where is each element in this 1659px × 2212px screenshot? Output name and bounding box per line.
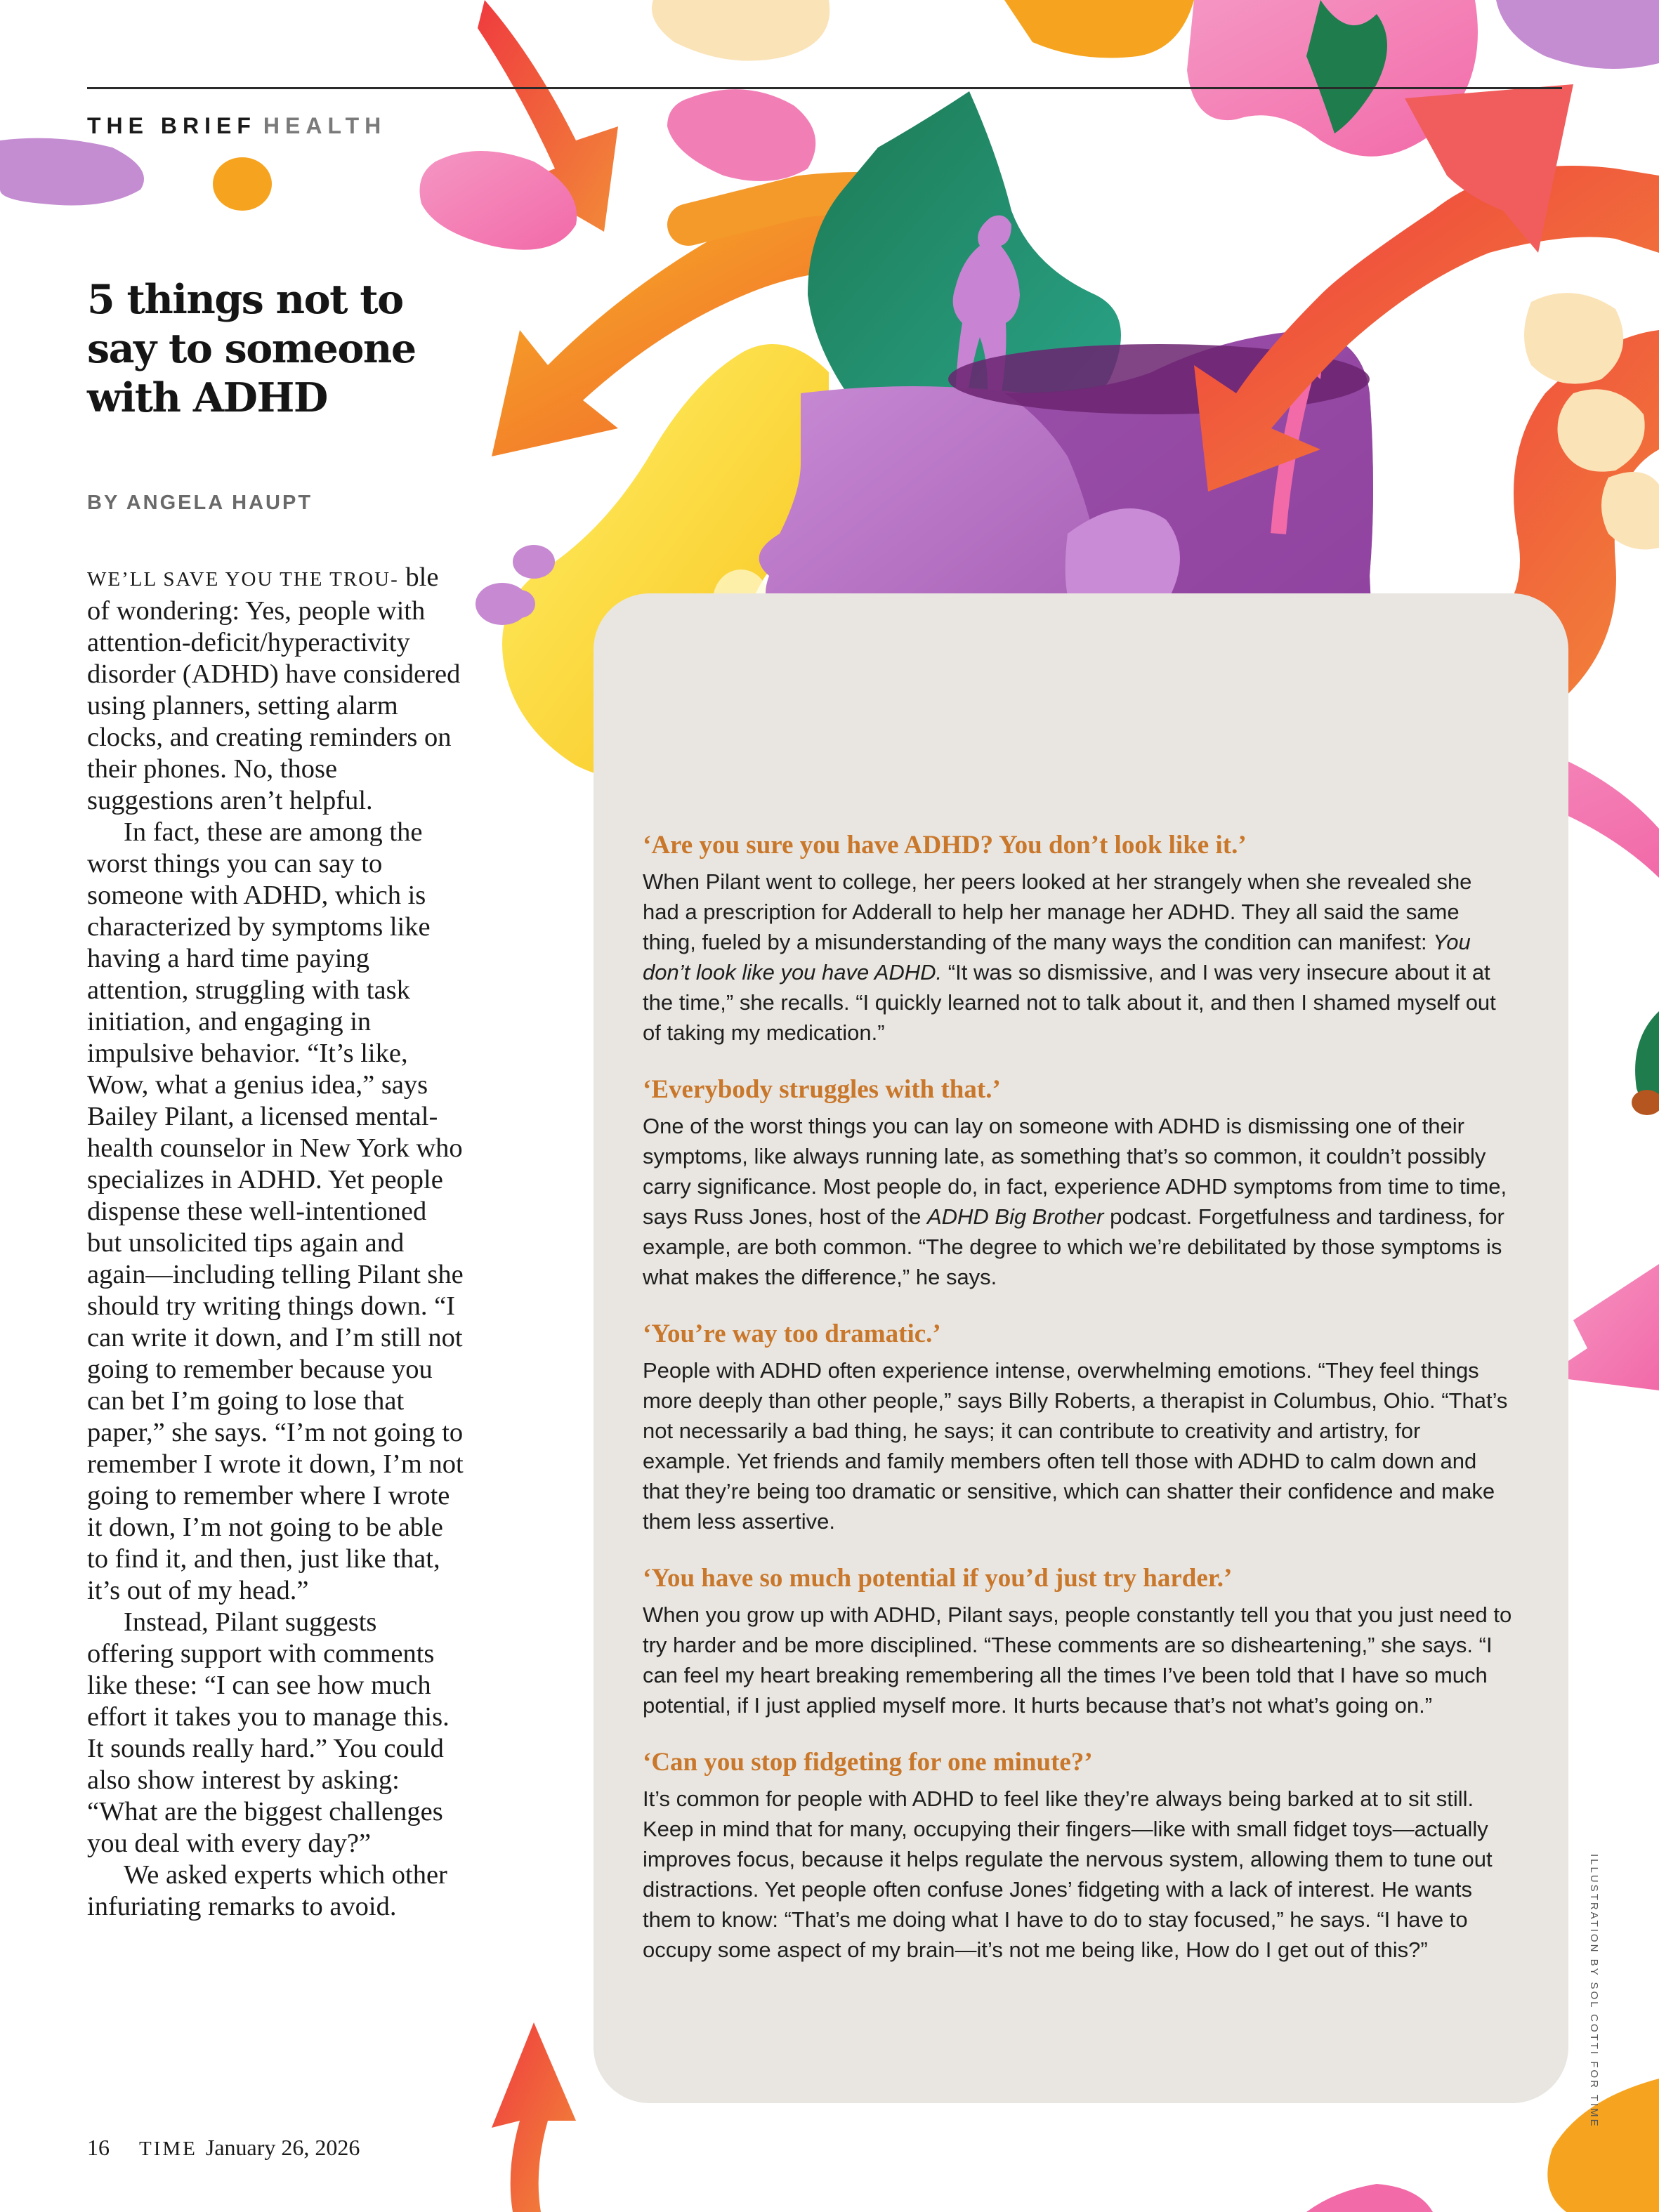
sidebar-item — [643, 1562, 1514, 1720]
sidebar-item — [643, 1746, 1514, 1965]
orange-blob — [213, 157, 272, 211]
issue-date: January 26, 2026 — [205, 2135, 360, 2160]
top-rule — [87, 87, 1562, 89]
body-paragraph-3: Instead, Pilant suggests offering support with comments like these: “I can see how much effort it takes you to manage this. It sounds really hard.” You could also show interest by asking: “What are the biggest challenges you deal with every day?” — [87, 1607, 450, 1858]
headline: 5 things not to say to someone with ADHD — [87, 276, 416, 421]
body-paragraph-4: We asked experts which other infuriating remarks to avoid. — [87, 1860, 447, 1921]
body-paragraph-1: WE’LL SAVE YOU THE TROU- ble of wondering: Yes, people with attention-deficit/hyperactivity disorder (ADHD) have considered using planners, setting alarm clocks, and creating reminders on their phones. No, those suggestions aren’t helpful. — [87, 562, 461, 815]
sidebar-text: People with ADHD often experience intense, overwhelming emotions. “They feel things more deeply than other people,” says Billy Roberts, a therapist in Columbus, Ohio. “That’s not necessarily a bad thing, he says; it can contribute to creativity and artistry, for example. Yet friends and family members often tell those with ADHD to calm down and that they’re being too dramatic or sensitive, which can shatter their confidence and make them less assertive. — [643, 1358, 1508, 1534]
sidebar-item — [643, 1073, 1514, 1292]
cream-blob — [652, 0, 830, 61]
sidebar-item — [643, 829, 1514, 1048]
article-body — [87, 562, 464, 1923]
illustration-credit: ILLUSTRATION BY SOL COTTI FOR TIME — [1588, 1854, 1600, 2128]
sidebar-text: When you grow up with ADHD, Pilant says, people constantly tell you that you just need to try harder and be more disciplined. “These comments are so disheartening,” she says. “I can feel my heart breaking remembering all the times I’ve been told that I have so much potential, if I just applied myself more. It hurts because that’s not what’s going on.” — [643, 1602, 1512, 1718]
sidebar-heading: ‘You have so much potential if you’d just try harder.’ — [643, 1564, 1233, 1593]
purple-blob — [0, 138, 144, 206]
section-kicker — [87, 110, 399, 142]
page-number: 16 — [87, 2135, 110, 2160]
sidebar-list — [643, 829, 1514, 1990]
red-arrow-bottom — [492, 2022, 576, 2212]
sidebar-text: It’s common for people with ADHD to feel like they’re always being barked at to sit still. Keep in mind that for many, occupying their fingers—like with small fidget toys—actually improves focus, because it helps regulate the nervous system, allowing them to tune out distractions. Yet people often confuse Jones’ fidgeting with a lack of interest. He wants them to know: “That’s me doing what I have to do to stay focused,” he says. “I have to occupy some aspect of my brain—it’s not me being like, How do I get out of this?” — [643, 1786, 1493, 1962]
sidebar-item — [643, 1317, 1514, 1536]
sidebar-heading: ‘You’re way too dramatic.’ — [643, 1319, 941, 1348]
sidebar-heading: ‘Are you sure you have ADHD? You don’t look like it.’ — [643, 831, 1247, 860]
sidebar-heading: ‘Can you stop fidgeting for one minute?’ — [643, 1748, 1093, 1777]
section-label: THE BRIEF — [87, 113, 256, 138]
section-sublabel: HEALTH — [263, 113, 387, 138]
lead-in: WE’LL SAVE YOU THE TROU- — [87, 568, 399, 591]
sidebar-heading: ‘Everybody struggles with that.’ — [643, 1075, 1001, 1104]
sidebar-text: When Pilant went to college, her peers looked at her strangely when she revealed she had a prescription for Adderall to help her manage her ADHD. They all said the same thing, fueled by a misunderstanding of the many ways the condition can manifest: You don’t look like you have ADHD. “It was so dismissive, and I was very insecure about it at the time,” she recalls. “I quickly learned not to talk about it, and then I shamed myself out of taking my medication.” — [643, 869, 1496, 1045]
sidebar-text: One of the worst things you can lay on someone with ADHD is dismissing one of their symptoms, like always running late, as something that’s so common, it couldn’t possibly carry significance. Most people do, in fact, experience ADHD symptoms from time to time, says Russ Jones, host of the ADHD Big Brother podcast. Forgetfulness and tardiness, for example, are both common. “The degree to which we’re debilitated by those symptoms is what makes the difference,” he says. — [643, 1114, 1507, 1289]
body-paragraph-2: In fact, these are among the worst things you can say to someone with ADHD, which is characterized by symptoms like having a hard time paying attention, struggling with task initiation, and engaging in impulsive behavior. “It’s like, Wow, what a genius idea,” says Bailey Pilant, a licensed mental-health counselor in New York who specializes in ADHD. Yet people dispense these well-intentioned but unsolicited tips again and again—including telling Pilant she should try writing things down. “I can write it down, and I’m still not going to remember because you can bet I’m going to lose that paper,” she says. “I’m not going to remember I wrote it down, I’m not going to remember where I wrote it down, I’m not going to be able to find it, and then, just like that, it’s out of my head.” — [87, 817, 464, 1605]
byline: BY ANGELA HAUPT — [87, 492, 313, 514]
page-folio — [87, 2135, 360, 2161]
magazine-name: TIME — [139, 2138, 197, 2160]
